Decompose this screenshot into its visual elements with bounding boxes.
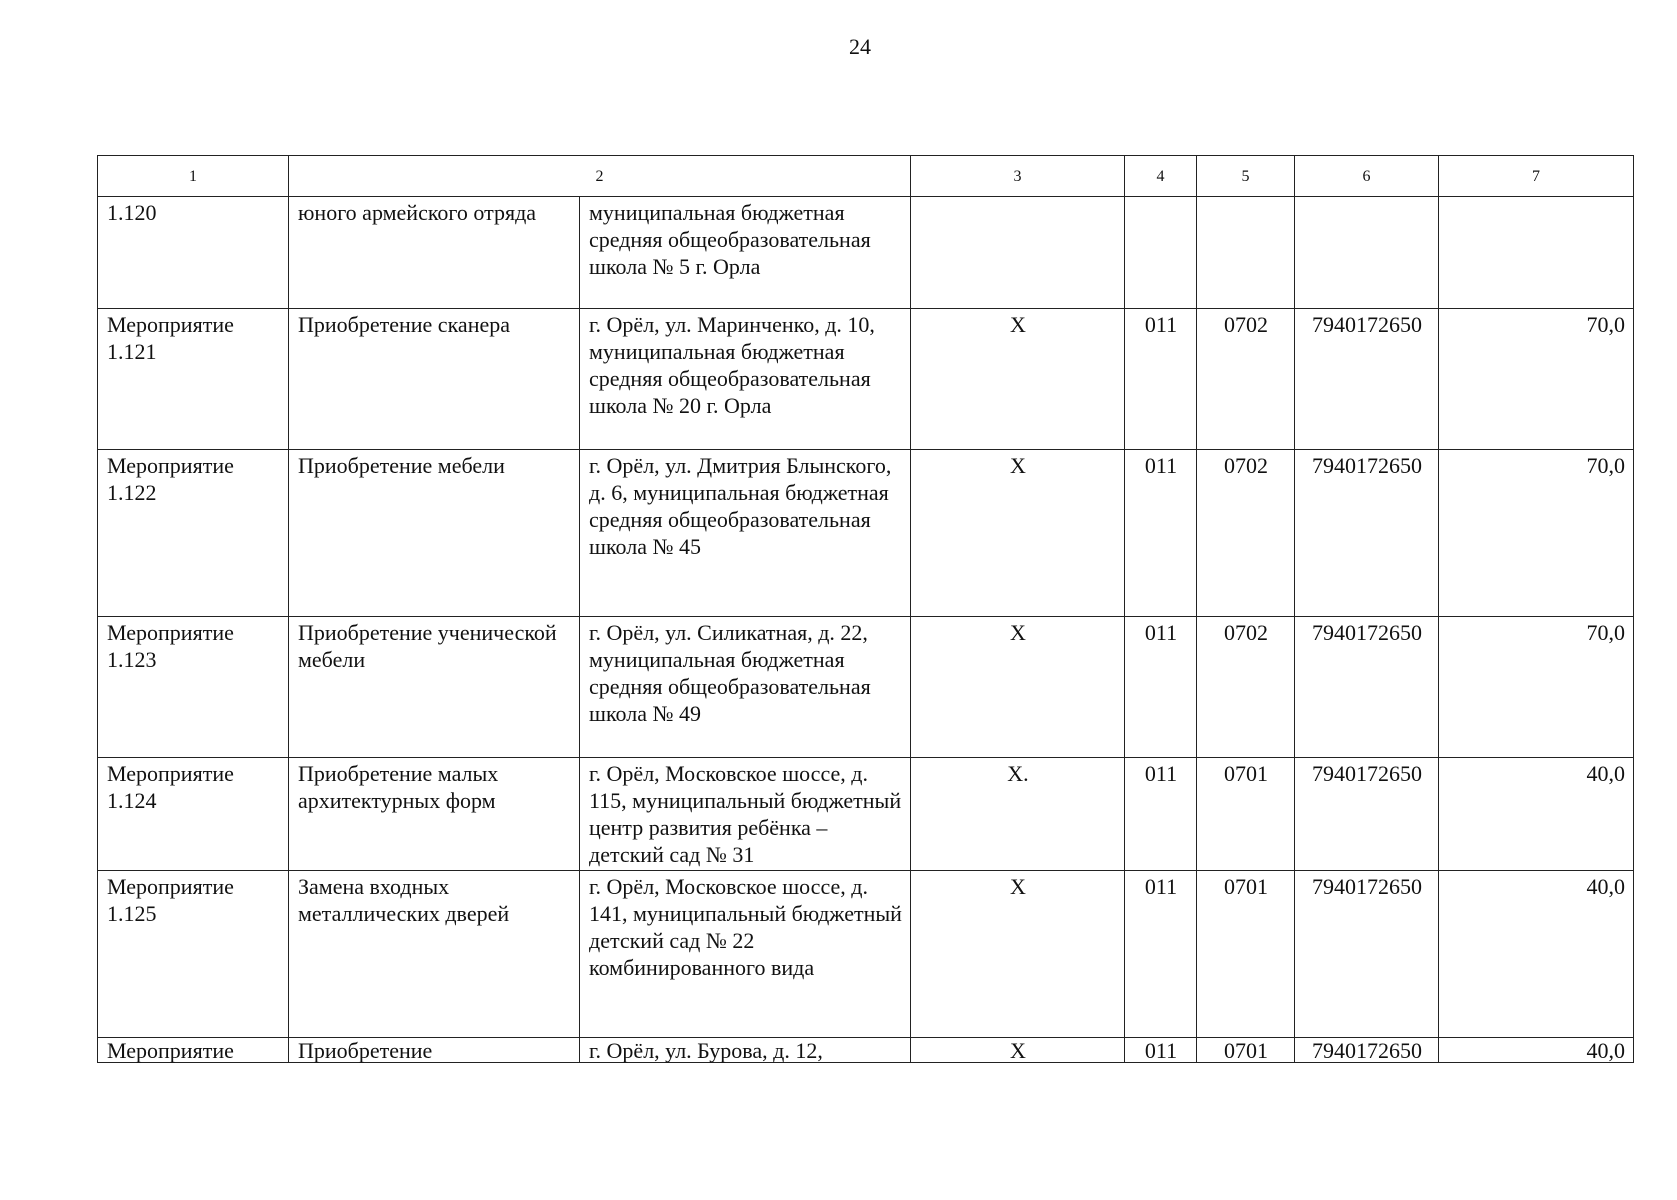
cell-col7: 40,0: [1439, 871, 1634, 1038]
cell-col6: 7940172650: [1295, 450, 1439, 617]
cell-col6: [1295, 197, 1439, 309]
cell-col3: [911, 197, 1125, 309]
cell-col6: 7940172650: [1295, 871, 1439, 1038]
table-row: [98, 450, 1634, 617]
cell-col6: 7940172650: [1295, 309, 1439, 450]
table-row: [98, 197, 1634, 309]
activity-number: Мероприятие 1.121: [98, 309, 289, 450]
cell-col5: 0701: [1197, 758, 1295, 871]
activity-name: Приобретение: [289, 1038, 580, 1063]
activity-number: 1.120: [98, 197, 289, 309]
cell-col7: 40,0: [1439, 1038, 1634, 1063]
table-row: [98, 617, 1634, 758]
cell-col6: 7940172650: [1295, 1038, 1439, 1063]
cell-col4: 011: [1125, 309, 1197, 450]
activity-address: г. Орёл, Московское шоссе, д. 115, муниципальный бюджетный центр развития ребёнка – детский сад № 31: [580, 758, 911, 871]
cell-col4: 011: [1125, 1038, 1197, 1063]
cell-col5: 0702: [1197, 450, 1295, 617]
column-number: 5: [1197, 156, 1295, 197]
activity-number: Мероприятие 1.122: [98, 450, 289, 617]
cell-col7: 70,0: [1439, 309, 1634, 450]
cell-col5: 0702: [1197, 617, 1295, 758]
activity-address: г. Орёл, ул. Дмитрия Блынского, д. 6, муниципальная бюджетная средняя общеобразовательная школа № 45: [580, 450, 911, 617]
table-row: [98, 758, 1634, 871]
activity-address: г. Орёл, ул. Силикатная, д. 22, муниципальная бюджетная средняя общеобразовательная школа № 49: [580, 617, 911, 758]
budget-table: [97, 155, 1634, 1063]
cell-col4: 011: [1125, 617, 1197, 758]
table-row: [98, 1038, 1634, 1063]
cell-col4: 011: [1125, 758, 1197, 871]
cell-col4: [1125, 197, 1197, 309]
activity-name: Приобретение сканера: [289, 309, 580, 450]
page-number: 24: [849, 34, 871, 59]
cell-col3: Х.: [911, 758, 1125, 871]
activity-number: Мероприятие 1.125: [98, 871, 289, 1038]
cell-col3: Х: [911, 617, 1125, 758]
cell-col5: 0702: [1197, 309, 1295, 450]
activity-address: муниципальная бюджетная средняя общеобразовательная школа № 5 г. Орла: [580, 197, 911, 309]
cell-col6: 7940172650: [1295, 758, 1439, 871]
activity-name: Приобретение мебели: [289, 450, 580, 617]
table-row: [98, 309, 1634, 450]
activity-name: юного армейского отряда: [289, 197, 580, 309]
activity-name: Приобретение малых архитектурных форм: [289, 758, 580, 871]
cell-col7: 70,0: [1439, 617, 1634, 758]
cell-col3: Х: [911, 1038, 1125, 1063]
activity-name: Приобретение ученической мебели: [289, 617, 580, 758]
activity-number: Мероприятие 1.123: [98, 617, 289, 758]
cell-col7: 40,0: [1439, 758, 1634, 871]
cell-col4: 011: [1125, 450, 1197, 617]
cell-col3: Х: [911, 309, 1125, 450]
activity-number: Мероприятие 1.124: [98, 758, 289, 871]
activity-name: Замена входных металлических дверей: [289, 871, 580, 1038]
activity-address: г. Орёл, ул. Бурова, д. 12,: [580, 1038, 911, 1063]
column-number: 3: [911, 156, 1125, 197]
column-number: 2: [289, 156, 911, 197]
cell-col3: Х: [911, 450, 1125, 617]
column-number: 6: [1295, 156, 1439, 197]
activity-address: г. Орёл, Московское шоссе, д. 141, муниципальный бюджетный детский сад № 22 комбинированного вида: [580, 871, 911, 1038]
column-number-row: [98, 156, 1634, 197]
cell-col5: [1197, 197, 1295, 309]
table-row: [98, 871, 1634, 1038]
activity-address: г. Орёл, ул. Маринченко, д. 10, муниципальная бюджетная средняя общеобразовательная школа № 20 г. Орла: [580, 309, 911, 450]
cell-col4: 011: [1125, 871, 1197, 1038]
column-number: 4: [1125, 156, 1197, 197]
cell-col3: Х: [911, 871, 1125, 1038]
cell-col5: 0701: [1197, 871, 1295, 1038]
column-number: 1: [98, 156, 289, 197]
cell-col7: 70,0: [1439, 450, 1634, 617]
cell-col5: 0701: [1197, 1038, 1295, 1063]
cell-col7: [1439, 197, 1634, 309]
activity-number: Мероприятие: [98, 1038, 289, 1063]
cell-col6: 7940172650: [1295, 617, 1439, 758]
column-number: 7: [1439, 156, 1634, 197]
